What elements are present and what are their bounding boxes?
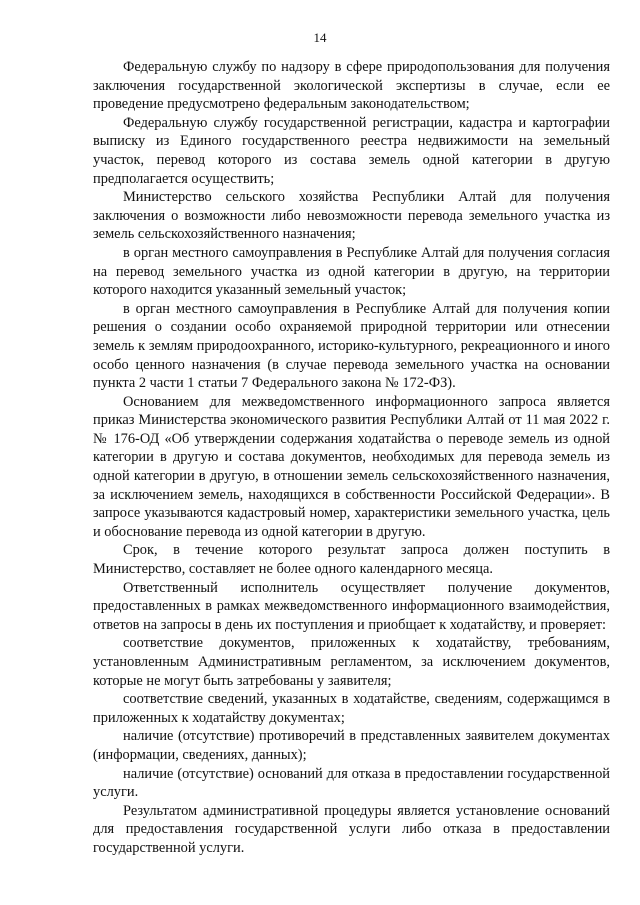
paragraph-rosprirodnadzor: Федеральную службу по надзору в сфере природопользования для получения заключения государственной экологической экспертизы в случае, если ее проведение предусмотрено федеральным законодательством;: [93, 59, 610, 113]
paragraph-check-refusal-grounds: наличие (отсутствие) оснований для отказа в предоставлении государственной услуги.: [93, 765, 610, 801]
paragraph-executor-duties: Ответственный исполнитель осуществляет получение документов, предоставленных в рамках межведомственного информационного взаимодействия, ответов на запросы в день их поступления и приобщает к ходатайству, и проверяет:: [93, 579, 610, 633]
paragraph-request-basis: Основанием для межведомственного информационного запроса является приказ Министерства экономического развития Республики Алтай от 11 мая 2022 г. № 176-ОД «Об утверждении содержания ходатайства о переводе земель из одной категории в другую и состава документов, необходимых для перевода земель из одной категории в другую, в отношении земель сельскохозяйственного назначения, за исключением земель, находящихся в собственности Российской Федерации». В запросе указываются кадастровый номер, характеристики земельного участка, цель и обоснование перевода из одной категории в другую.: [93, 393, 610, 540]
paragraph-rosreestr: Федеральную службу государственной регистрации, кадастра и картографии выписку из Единого государственного реестра недвижимости на земельный участок, перевод которого из состава земель одной категории в другую предполагается осуществить;: [93, 114, 610, 187]
paragraph-check-information: соответствие сведений, указанных в ходатайстве, сведениям, содержащимся в приложенных к ходатайству документах;: [93, 691, 610, 726]
paragraph-check-contradictions: наличие (отсутствие) противоречий в представленных заявителем документах (информации, сведениях, данных);: [93, 728, 610, 763]
paragraph-ministry-agriculture: Министерство сельского хозяйства Республики Алтай для получения заключения о возможности либо невозможности перевода земельного участка из земель сельскохозяйственного назначения;: [93, 189, 610, 243]
paragraph-request-deadline: Срок, в течение которого результат запроса должен поступить в Министерство, составляет не более одного календарного месяца.: [93, 542, 610, 578]
paragraph-check-documents: соответствие документов, приложенных к ходатайству, требованиям, установленным Административным регламентом, за исключением документов, которые не могут быть затребованы у заявителя;: [93, 635, 610, 689]
page-number: 14: [313, 30, 327, 45]
paragraph-local-government-decision: в орган местного самоуправления в Республике Алтай для получения копии решения о создании особо охраняемой природной территории или отнесении земель к землям природоохранного, историко-культурного, рекреационного и иного особо ценного назначения (в случае перевода земельного участка на основании пункта 2 части 1 статьи 7 Федерального закона № 172-ФЗ).: [93, 300, 610, 392]
document-body: [93, 58, 610, 858]
paragraph-local-government-consent: в орган местного самоуправления в Республике Алтай для получения согласия на перевод земельного участка из одной категории в другую, на территории которого находится указанный земельный участок;: [93, 244, 610, 299]
paragraph-procedure-result: Результатом административной процедуры является установление оснований для предоставления государственной услуги либо отказа в предоставлении государственной услуги.: [93, 802, 610, 856]
